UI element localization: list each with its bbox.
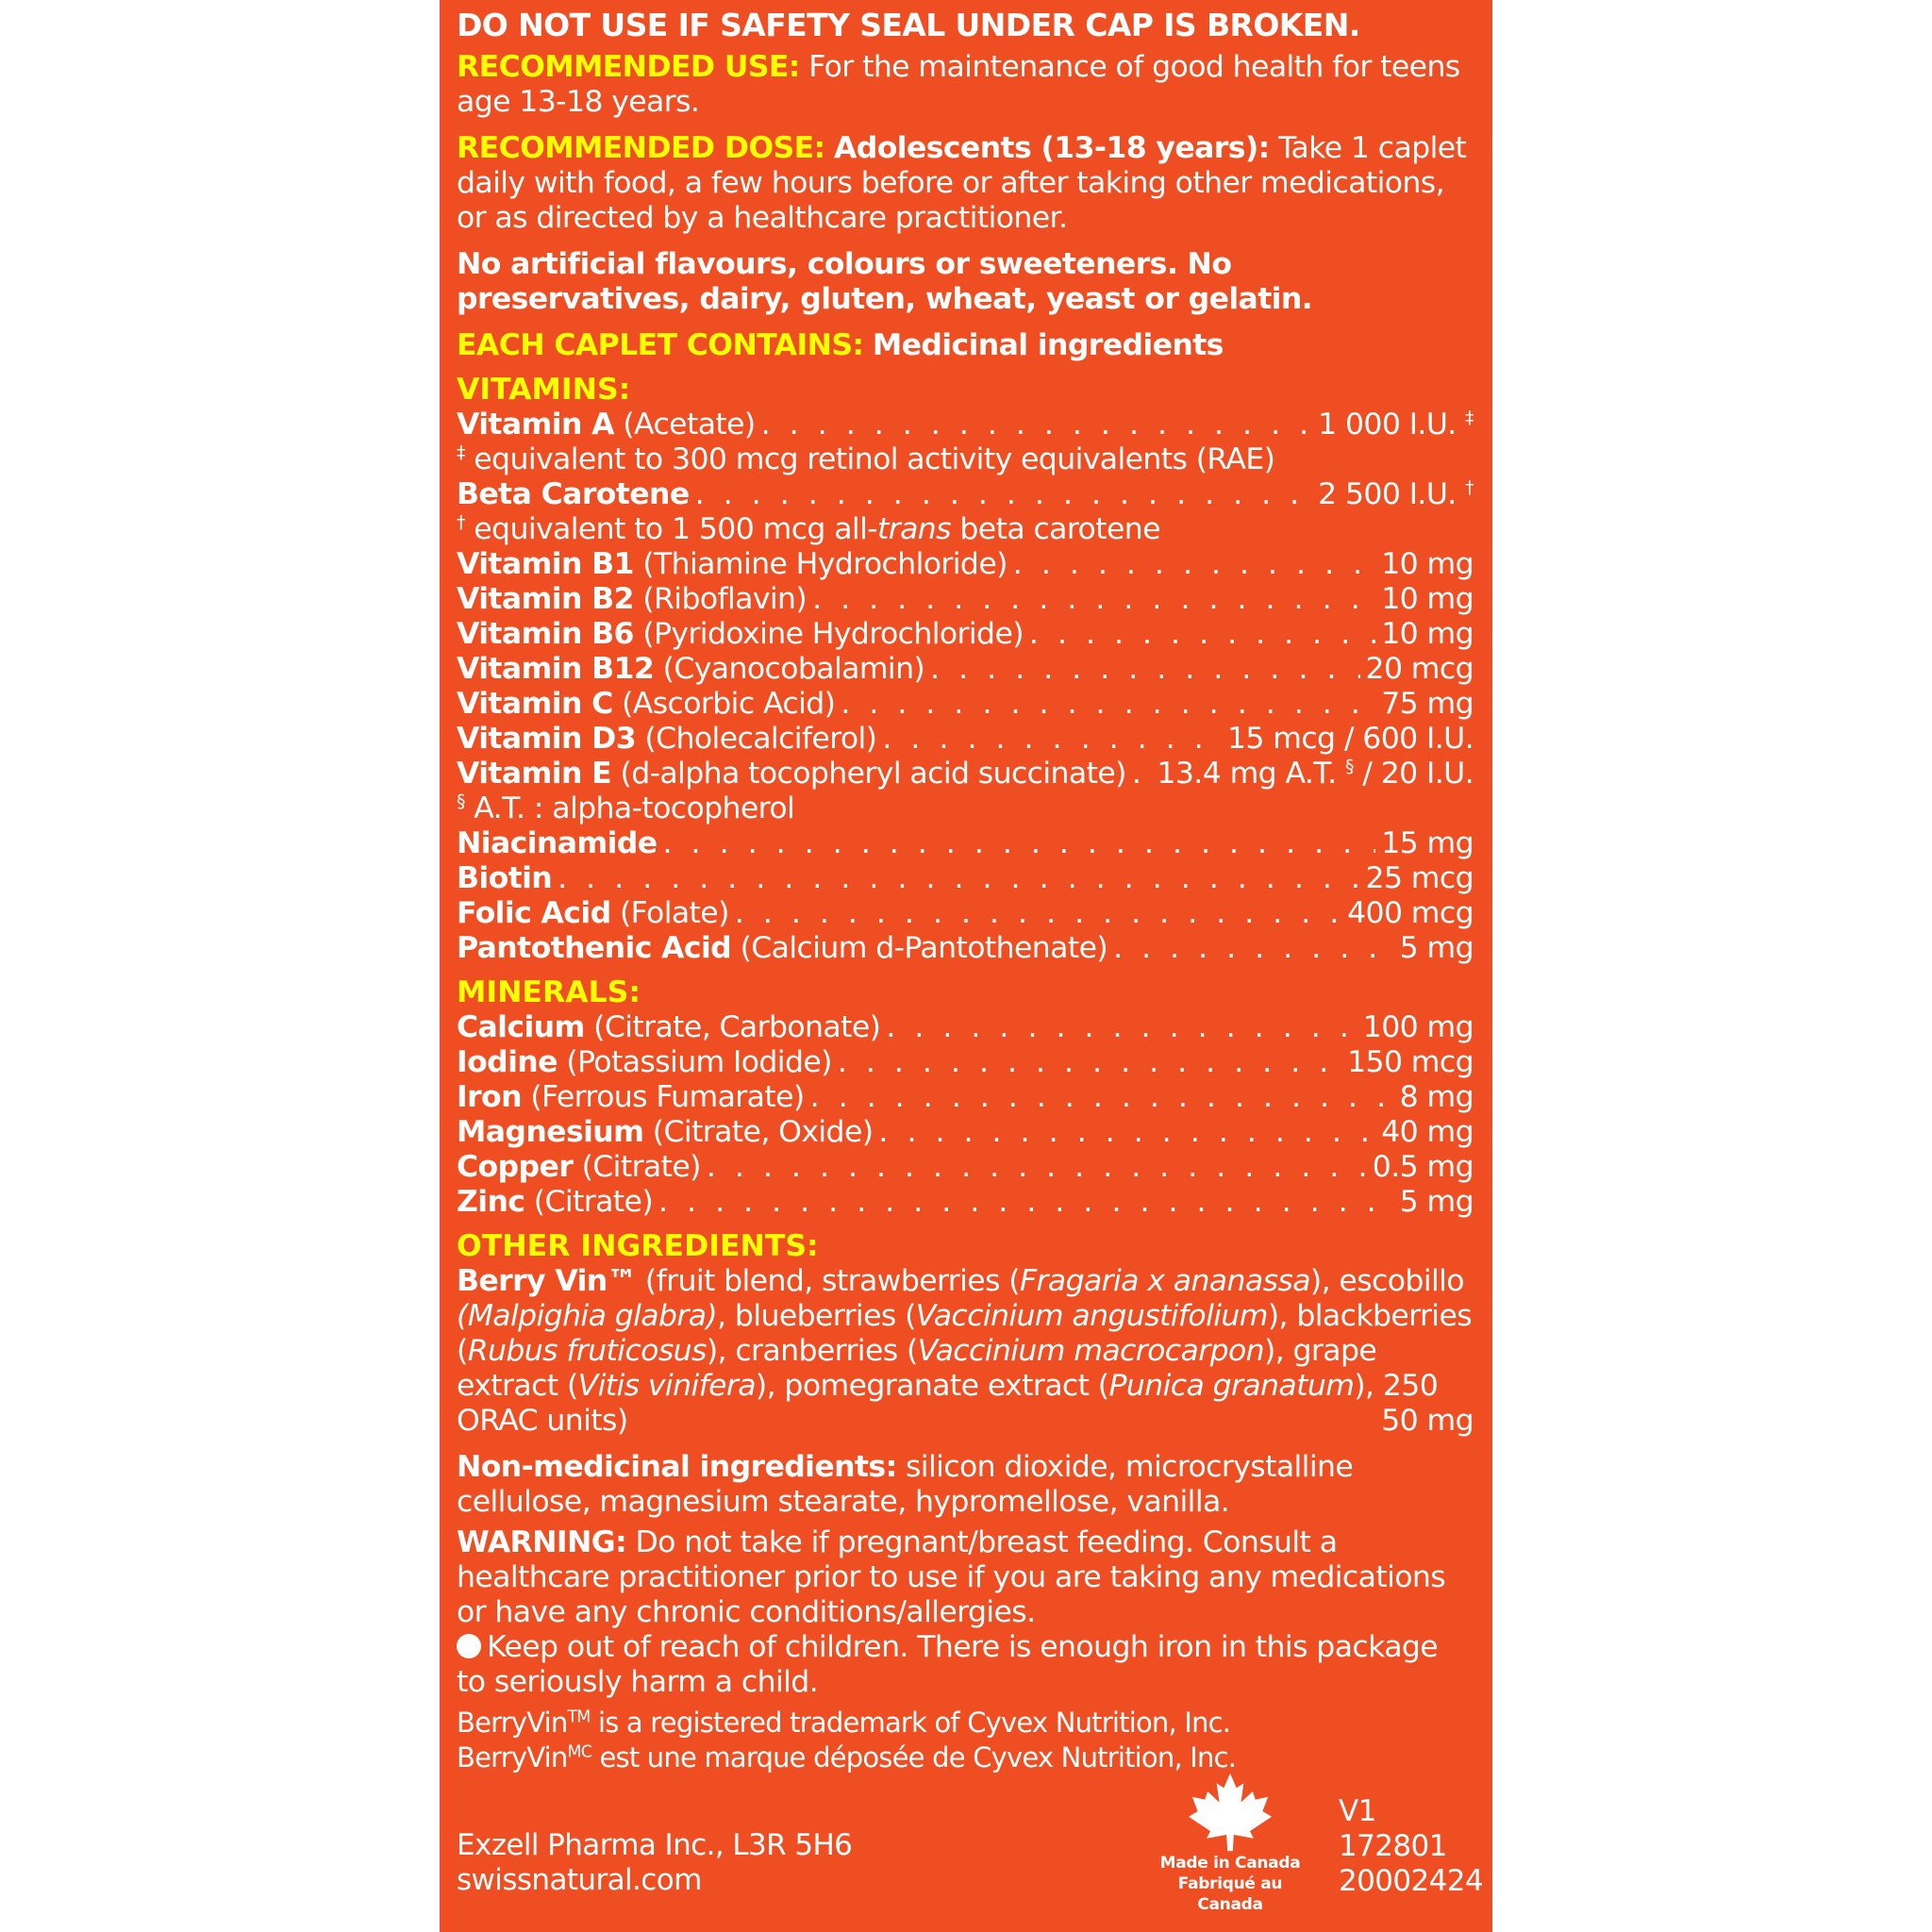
- ingredient-amount: 8 mg: [1399, 1080, 1474, 1114]
- ingredient-amount: 400 mcg: [1347, 896, 1474, 930]
- footnote-mark: §: [1345, 756, 1354, 777]
- ingredient-amount: 150 mcg: [1347, 1045, 1474, 1079]
- ingredient-row: [457, 687, 1474, 722]
- ingredient-amount: 5 mg: [1399, 1185, 1474, 1219]
- ingredient-row: [457, 547, 1474, 582]
- non-medicinal-ingredients: Non-medicinal ingredients: silicon dioxide, microcrystalline cellulose, magnesium stearate, hypromellose, vanilla.: [457, 1450, 1354, 1519]
- company-info: [457, 1828, 852, 1898]
- ingredient-row: [457, 652, 1474, 687]
- ingredient-source: (Citrate, Carbonate): [593, 1010, 881, 1044]
- company-address: Exzell Pharma Inc., L3R 5H6: [457, 1828, 853, 1862]
- ingredient-source: (Acetate): [623, 408, 756, 441]
- ingredient-source: (Calcium d-Pantothenate): [740, 931, 1108, 965]
- ingredient-source: (Pyridoxine Hydrochloride): [642, 617, 1024, 651]
- ingredient-name: Vitamin A: [457, 408, 614, 441]
- ingredient-row: [457, 931, 1474, 966]
- ingredient-row: [457, 1010, 1474, 1045]
- made-in-canada-en: Made in Canada: [1159, 1854, 1301, 1873]
- ingredient-row: Vitamin E (d-alpha tocopheryl acid succinate) . . . 13.4 mg A.T. § / 20 I.U.: [457, 757, 1474, 791]
- ingredient-amount: 10 mg: [1381, 582, 1474, 616]
- footnote: § A.T. : alpha-tocopherol: [457, 791, 795, 825]
- ingredient-row: [457, 826, 1474, 861]
- ingredient-row: [457, 477, 1474, 512]
- ingredient-name: Iodine: [457, 1045, 558, 1079]
- trademark-english: BerryVin™ is a registered trademark of Cyvex Nutrition, Inc.: [457, 1707, 1231, 1739]
- barcode-number: 20002424: [1339, 1864, 1483, 1898]
- ingredient-name: Vitamin D3: [457, 722, 637, 756]
- ingredient-amount: 50 mg: [1381, 1404, 1474, 1438]
- ingredient-row: [457, 1080, 1474, 1115]
- ingredient-row: [457, 1115, 1474, 1150]
- footnote: † equivalent to 1 500 mcg all-trans beta carotene: [457, 511, 1160, 546]
- ingredient-row: [457, 722, 1474, 757]
- ingredient-amount: 15 mcg / 600 I.U.: [1226, 722, 1474, 756]
- footnote-mark: †: [1465, 476, 1474, 498]
- recommended-use: [457, 50, 1474, 120]
- ingredient-amount: 100 mg: [1362, 1010, 1474, 1044]
- ingredient-source: (Citrate): [533, 1185, 654, 1219]
- ingredient-source: (Ferrous Fumarate): [530, 1080, 805, 1114]
- recommended-use-label: RECOMMENDED USE:: [457, 50, 800, 84]
- version-code: V1: [1339, 1794, 1376, 1828]
- ingredient-amount: 75 mg: [1381, 687, 1474, 721]
- ingredient-amount: 40 mg: [1381, 1115, 1474, 1149]
- ingredient-source: (Cyanocobalamin): [662, 652, 925, 686]
- ingredient-source: (Citrate, Oxide): [652, 1115, 874, 1149]
- ingredient-row: [457, 1150, 1474, 1185]
- maple-leaf-icon: [1185, 1772, 1275, 1853]
- recommended-use-text: For the maintenance of good health for teens age 13-18 years.: [457, 50, 1460, 119]
- ingredient-name: Pantothenic Acid: [457, 931, 732, 965]
- ingredient-source: (Folate): [619, 896, 729, 930]
- website: swissnatural.com: [457, 1863, 702, 1897]
- ingredient-name: Vitamin B12: [457, 652, 655, 686]
- other-ingredients-text: Berry Vin™ (fruit blend, strawberries (Fragaria x ananassa), escobillo (Malpighia glabra), blueberries (Vaccinium angustifolium), blackberries (Rubus fruticosus), cranberries (Vaccinium macrocarpon), grape extract (Vitis vinifera), pomegranate extract (Punica granatum), 250 ORAC units) 50 mg: [457, 1264, 1474, 1438]
- ingredient-name: Vitamin E: [457, 757, 612, 791]
- other-ingredients-heading: OTHER INGREDIENTS:: [457, 1229, 819, 1263]
- ingredient-name: Biotin: [457, 861, 553, 895]
- ingredient-name: Magnesium: [457, 1115, 644, 1149]
- ingredient-name: Beta Carotene: [457, 477, 690, 511]
- ingredient-source: (Thiamine Hydrochloride): [642, 547, 1008, 581]
- minerals-heading: MINERALS:: [457, 975, 641, 1009]
- ingredient-source: (Cholecalciferol): [644, 722, 877, 756]
- ingredient-source: (Riboflavin): [642, 582, 808, 616]
- ingredient-row: [457, 1185, 1474, 1220]
- ingredient-amount: 25 mcg: [1365, 861, 1474, 895]
- product-codes: [1339, 1794, 1483, 1899]
- free-from-statement: No artificial flavours, colours or sweeteners. No preservatives, dairy, gluten, wheat, yeast or gelatin.: [457, 247, 1313, 316]
- children-warning: Keep out of reach of children. There is enough iron in this package to seriously harm a child.: [457, 1630, 1439, 1699]
- ingredient-name: Vitamin B1: [457, 547, 634, 581]
- each-caplet-label: EACH CAPLET CONTAINS:: [457, 328, 864, 362]
- ingredient-source: (Ascorbic Acid): [622, 687, 836, 721]
- each-caplet-contains: [457, 328, 1474, 363]
- ingredient-name: Vitamin C: [457, 687, 613, 721]
- ingredient-amount: 20 mcg: [1365, 652, 1474, 686]
- ingredient-name: Folic Acid: [457, 896, 611, 930]
- recommended-dose-lead: Adolescents (13-18 years):: [833, 131, 1270, 165]
- made-in-canada-mark: [1150, 1772, 1310, 1915]
- ingredient-name: Zinc: [457, 1185, 525, 1219]
- label-footer: [457, 1772, 1483, 1932]
- ingredient-source: (Citrate): [581, 1150, 701, 1184]
- ingredient-row: [457, 617, 1474, 652]
- vitamins-heading: VITAMINS:: [457, 373, 631, 407]
- ingredient-name: Copper: [457, 1150, 574, 1184]
- ingredient-amount: 10 mg: [1381, 547, 1474, 581]
- ingredient-amount: 13.4 mg A.T.: [1157, 757, 1337, 791]
- ingredient-amount: 0.5 mg: [1372, 1150, 1474, 1184]
- ingredient-amount: 2 500 I.U.: [1318, 477, 1457, 511]
- ingredient-amount: 10 mg: [1381, 617, 1474, 651]
- each-caplet-text: Medicinal ingredients: [872, 328, 1224, 362]
- recommended-dose: [457, 131, 1474, 236]
- product-code: 172801: [1339, 1829, 1447, 1863]
- made-in-canada-fr: Fabriqué au Canada: [1177, 1874, 1283, 1914]
- warning-text: WARNING: Do not take if pregnant/breast feeding. Consult a healthcare practitioner prior to use if you are taking any medications or have any chronic conditions/allergies.: [457, 1525, 1446, 1629]
- recommended-dose-text: Take 1 caplet daily with food, a few hours before or after taking other medications, or as directed by a healthcare practitioner.: [457, 131, 1467, 235]
- ingredient-name: Vitamin B2: [457, 582, 634, 616]
- ingredient-row: [457, 861, 1474, 896]
- recommended-dose-label: RECOMMENDED DOSE:: [457, 131, 825, 165]
- ingredient-name: Iron: [457, 1080, 522, 1114]
- seal-warning: DO NOT USE IF SAFETY SEAL UNDER CAP IS BROKEN.: [457, 7, 1360, 43]
- ingredient-name: Vitamin B6: [457, 617, 634, 651]
- ingredient-amount: 5 mg: [1399, 931, 1474, 965]
- ingredient-row: [457, 408, 1474, 442]
- ingredient-source: (Potassium Iodide): [566, 1045, 832, 1079]
- footnote-mark: ‡: [1465, 407, 1474, 428]
- ingredient-row: [457, 582, 1474, 617]
- ingredient-row: [457, 1045, 1474, 1080]
- ingredient-source: (d-alpha tocopheryl acid succinate): [620, 757, 1126, 791]
- ingredient-row: [457, 896, 1474, 931]
- ingredient-amount: 1 000 I.U.: [1318, 408, 1457, 441]
- trademark-french: BerryVin$^{MC}$ est une marque déposée de Cyvex Nutrition, Inc.: [457, 1741, 1237, 1774]
- ingredient-name: Calcium: [457, 1010, 585, 1044]
- warning-dot-icon: [457, 1634, 481, 1658]
- ingredient-amount: 15 mg: [1381, 826, 1474, 860]
- supplement-label-panel: [440, 0, 1492, 1932]
- ingredient-name: Niacinamide: [457, 826, 658, 860]
- footnote: ‡ equivalent to 300 mcg retinol activity equivalents (RAE): [457, 441, 1275, 476]
